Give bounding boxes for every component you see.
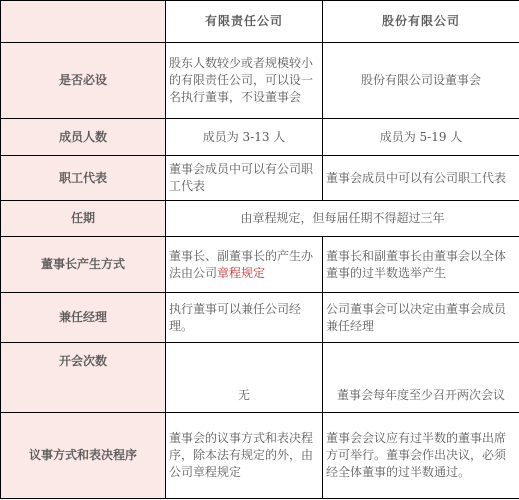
row-label: 议事方式和表决程序 <box>1 413 166 499</box>
table-row <box>1 237 519 293</box>
table-row <box>1 201 519 237</box>
llc-cell: 董事会的议事方式和表决程序，除本法有规定的外，由公司章程规定 <box>166 413 323 499</box>
header-jsc: 股份有限公司 <box>323 1 519 43</box>
jsc-cell: 公司董事会可以决定由董事会成员兼任经理 <box>323 293 519 343</box>
table-row <box>1 43 519 119</box>
row-label: 成员人数 <box>1 119 166 156</box>
header-row <box>1 1 519 43</box>
table-row <box>1 343 519 413</box>
row-label: 是否必设 <box>1 43 166 119</box>
table-row <box>1 156 519 201</box>
llc-cell: 执行董事可以兼任公司经理。 <box>166 293 323 343</box>
row-label: 任期 <box>1 201 166 237</box>
jsc-cell: 股份有限公司设董事会 <box>323 43 519 119</box>
jsc-cell: 成员为 5-19 人 <box>323 119 519 156</box>
table-row <box>1 293 519 343</box>
table-row <box>1 413 519 499</box>
jsc-cell: 董事长和副董事长由董事会以全体董事的过半数选举产生 <box>323 237 519 293</box>
row-label: 职工代表 <box>1 156 166 201</box>
jsc-cell: 董事会成员中可以有公司职工代表 <box>323 156 519 201</box>
corner-cell <box>1 1 166 43</box>
llc-cell <box>166 237 323 293</box>
header-llc: 有限责任公司 <box>166 1 323 43</box>
llc-cell: 股东人数较少或者规模较小的有限责任公司，可以设一名执行董事，不设董事会 <box>166 43 323 119</box>
llc-cell: 成员为 3-13 人 <box>166 119 323 156</box>
merged-cell: 由章程规定，但每届任期不得超过三年 <box>166 201 519 237</box>
row-label: 董事长产生方式 <box>1 237 166 293</box>
charter-highlight: 章程规定 <box>217 265 266 280</box>
table-row <box>1 119 519 156</box>
llc-cell: 董事会成员中可以有公司职工代表 <box>166 156 323 201</box>
llc-text: 董事长、副董事长的产生办法由公司 <box>169 248 314 280</box>
row-label: 开会次数 <box>1 343 166 413</box>
jsc-cell: 董事会每年度至少召开两次会议 <box>323 343 519 413</box>
row-label: 兼任经理 <box>1 293 166 343</box>
llc-cell: 无 <box>166 343 323 413</box>
jsc-cell: 董事会会议应有过半数的董事出席方可举行。董事会作出决议，必须经全体董事的过半数通过。 <box>323 413 519 499</box>
